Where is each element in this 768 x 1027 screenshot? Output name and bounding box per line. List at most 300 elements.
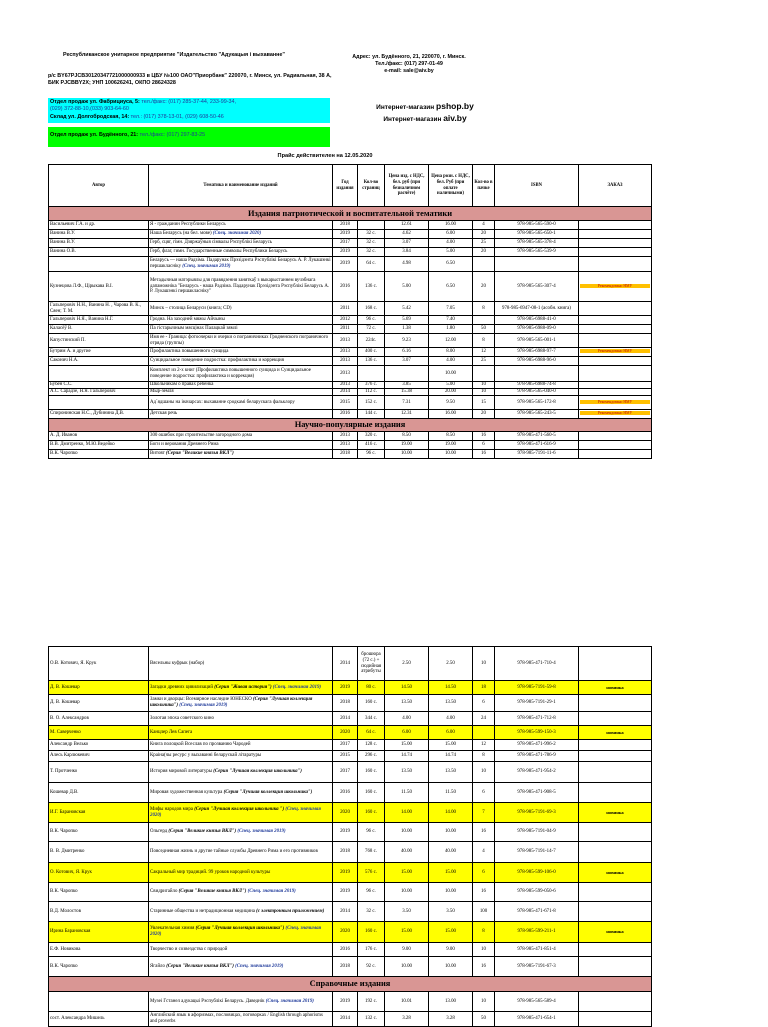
table-row (49, 922, 652, 943)
pack-cell: 10 (473, 647, 495, 681)
title-text: Детская речь (150, 411, 178, 417)
price-cash-cell: 4.00 (429, 239, 473, 248)
isbn-cell: 978-985-565-650-1 (495, 230, 579, 239)
col-pages: Кол-во страниц (358, 165, 385, 207)
pack-cell: 10 (473, 382, 495, 389)
shop-name: pshop.by (436, 101, 474, 111)
author-cell: Васильевич Г.А. и др. (49, 221, 149, 230)
pack-cell: 18 (473, 681, 495, 695)
title-text: Ольгерд (150, 829, 168, 835)
isbn-cell: 978-985-565-172-8 (495, 396, 579, 410)
isbn-cell: 978-985-565-001-1 (495, 334, 579, 348)
pages-cell: брошюра (72 с.) + сюдийная атрибуты (358, 647, 385, 681)
pages-cell: 128 с. (358, 740, 385, 751)
year-cell: 2016 (333, 943, 358, 957)
price-cash-cell: 1.80 (429, 325, 473, 334)
title-text: Витовт (150, 451, 165, 457)
shop-pshop[interactable] (360, 101, 490, 113)
price-cashless-cell: 2.50 (385, 647, 429, 681)
address-text: Адрес: ул. Будённого, 21, 220070, г. Минск. (352, 54, 466, 60)
isbn-cell: 978-985-7191-04-9 (495, 823, 579, 842)
year-cell: 2019 (333, 230, 358, 239)
title-text: Старинные общества и нетрадиционная медицина (150, 908, 255, 914)
price-cashless-cell: 6.16 (385, 348, 429, 357)
series-text: (Серия "Лучшая коллекция школьника") (213, 769, 302, 775)
isbn-cell: 978-985-471-954-2 (495, 762, 579, 783)
year-cell: 2017 (333, 239, 358, 248)
title-text: Ягайло (150, 963, 165, 969)
warehouse-phones: тел.: (017) 378-13-01, (029) 608-50-46 (130, 113, 224, 120)
isbn-cell: 978-985-565-040-0 (495, 389, 579, 396)
order-cell[interactable] (579, 695, 652, 712)
table-row (49, 992, 652, 1012)
title-cell (149, 410, 333, 419)
phone-text: Тел./факс: (017) 297-01-49 (375, 60, 443, 67)
title-text: Творчество и созвездства с природой (150, 946, 228, 952)
order-cell[interactable] (579, 712, 652, 726)
order-cell[interactable] (579, 740, 652, 751)
price-cash-cell: 16.00 (429, 410, 473, 419)
special-mark: (Спец. значимая 2019) (179, 703, 228, 708)
pages-cell: 160 с. (358, 695, 385, 712)
price-cash-cell: 14.50 (429, 681, 473, 695)
title-text: Гродна. На заходней мяжы Айчыны (150, 317, 225, 323)
title-text: Комплект из 2-х книг (Профилактика повышенного суицида и Суицидальное поведение подростка: профилактика и коррекция) (150, 367, 311, 379)
price-cashless-cell: 4.62 (385, 230, 429, 239)
table-row (49, 1012, 652, 1027)
table-row (49, 221, 652, 230)
order-cell[interactable] (579, 842, 652, 863)
title-cell (149, 751, 333, 762)
table-row (49, 883, 652, 902)
title-text: Метадычныя матэрыялы для правядзення заняткаў з выкарыстаннем вучэбнага дапаможніка "Беларусь - наша Радзіма. Падарунак Прэзідэнта Рэспублікі Беларусь А. Р. Лукашэнкі першакласніку" (150, 277, 330, 295)
table-row (49, 712, 652, 726)
title-text: Краіна(чы ресурс у выхаванні беларускай літаратуры (150, 753, 262, 759)
pages-cell: 32 с. (358, 230, 385, 239)
table-row (49, 389, 652, 396)
title-cell (149, 695, 333, 712)
order-cell[interactable] (579, 230, 652, 239)
order-cell[interactable] (579, 751, 652, 762)
pages-cell: 132 с. (358, 1012, 385, 1027)
price-cash-cell: 14.74 (429, 751, 473, 762)
order-cell[interactable] (579, 647, 652, 681)
year-cell: 2015 (333, 396, 358, 410)
price-cashless-cell: 10.01 (385, 992, 429, 1012)
pack-cell: 16 (473, 450, 495, 459)
order-cell[interactable] (579, 396, 652, 410)
isbn-cell: 978-985-471-616-9 (495, 441, 579, 450)
series-text: (Серия "Великие князья ВКЛ") (165, 451, 234, 457)
col-price-cash: Цена розн. с НДС, бел. Руб (при оплате наличными) (429, 165, 473, 207)
order-cell[interactable] (579, 783, 652, 803)
table-row (49, 432, 652, 441)
novelty-badge: новинка (606, 869, 624, 875)
table-row (49, 357, 652, 366)
author-cell: Ванина В.У. (49, 230, 149, 239)
title-cell (149, 943, 333, 957)
author-cell: Е.Ф. Новикова (49, 943, 149, 957)
year-cell: 2014 (333, 902, 358, 922)
isbn-cell (495, 366, 579, 382)
title-cell (149, 863, 333, 883)
pages-cell: 112 с. (358, 389, 385, 396)
table-row (49, 823, 652, 842)
order-cell[interactable] (579, 992, 652, 1012)
pages-cell: 32 с. (358, 248, 385, 257)
order-cell[interactable] (579, 334, 652, 348)
budennogo-dept-phone: тел./факс: (017) 297-83-25 (139, 132, 206, 138)
price-cash-cell: 40.00 (429, 842, 473, 863)
isbn-cell: 978-985-7191-59-8 (495, 681, 579, 695)
year-cell: 2020 (333, 922, 358, 943)
isbn-cell (495, 257, 579, 272)
price-cash-cell: 9.00 (429, 943, 473, 957)
warehouse-label: Склад ул. Долгобродская, 14: (50, 113, 130, 120)
price-cashless-cell: 4.00 (385, 712, 429, 726)
author-cell (49, 366, 149, 382)
title-cell (149, 230, 333, 239)
title-text: Мыр-земля (150, 389, 174, 395)
pages-cell: 64 с. (358, 726, 385, 740)
table-row (49, 248, 652, 257)
col-author: Автор (49, 165, 149, 207)
pack-cell: 12 (473, 740, 495, 751)
isbn-cell: 978-985-565-539-9 (495, 248, 579, 257)
order-cell[interactable] (579, 325, 652, 334)
author-cell: В. В. Дмитренко (49, 842, 149, 863)
isbn-cell: 978-985-471-908-5 (495, 783, 579, 803)
title-cell (149, 740, 333, 751)
table-row (49, 334, 652, 348)
order-cell[interactable] (579, 943, 652, 957)
shop-aiv[interactable] (360, 113, 490, 125)
series-text: (Серия "Лучшая коллекция школьника") (195, 926, 285, 932)
series-text: (Серия "Великие князья ВКЛ") (166, 963, 234, 969)
order-cell[interactable] (579, 957, 652, 977)
table-row (49, 382, 652, 389)
pack-cell: 4 (473, 221, 495, 230)
author-cell: сост. Александра Мишель (49, 1012, 149, 1027)
author-cell: М. Саверченко (49, 726, 149, 740)
price-cashless-cell: 15.38 (385, 389, 429, 396)
pages-cell (358, 366, 385, 382)
pages-cell: 136 с. (358, 357, 385, 366)
year-cell: 2013 (333, 348, 358, 357)
price-cashless-cell: 1.38 (385, 325, 429, 334)
pack-cell: 50 (473, 325, 495, 334)
pages-cell: 160 с. (358, 783, 385, 803)
price-cash-cell: 15.00 (429, 863, 473, 883)
price-cash-cell: 13.00 (429, 992, 473, 1012)
pages-cell: 168 с. (358, 302, 385, 316)
pages-cell: 72 с. (358, 325, 385, 334)
order-cell[interactable] (579, 803, 652, 823)
shop-prefix: Интернет-магазин (376, 104, 435, 111)
price-valid-date: Прайс действителен на 12.05.2020 (277, 153, 373, 159)
order-cell[interactable] (579, 221, 652, 230)
special-mark: (Спец. значимая 2019) (235, 963, 284, 969)
pages-cell: 96 с. (358, 823, 385, 842)
price-cash-cell: 6.00 (429, 726, 473, 740)
pages-cell: 416 с. (358, 441, 385, 450)
pack-cell: 6 (473, 695, 495, 712)
order-cell[interactable] (579, 248, 652, 257)
isbn-cell: 978-985-6988-97-7 (495, 348, 579, 357)
title-cell (149, 221, 333, 230)
order-cell[interactable] (579, 863, 652, 883)
year-cell: 2018 (333, 221, 358, 230)
author-cell: О.В. Котович, Я. Крук (49, 647, 149, 681)
pack-cell: 16 (473, 957, 495, 977)
isbn-cell: 978-985-565-590-0 (495, 221, 579, 230)
order-cell[interactable] (579, 357, 652, 366)
order-cell[interactable] (579, 272, 652, 302)
isbn-cell: 978-985-471-786-9 (495, 751, 579, 762)
title-cell (149, 1012, 333, 1027)
pack-cell: 16 (473, 432, 495, 441)
title-text: Свидригайло (150, 889, 178, 895)
price-cashless-cell: 15.00 (385, 922, 429, 943)
table-row (49, 272, 652, 302)
price-cashless-cell: 10.00 (385, 957, 429, 977)
isbn-cell: 978-985-6988-09-0 (495, 325, 579, 334)
order-cell[interactable] (579, 823, 652, 842)
year-cell: 2011 (333, 302, 358, 316)
isbn-cell: 978-985-6988-74-8 (495, 382, 579, 389)
order-cell[interactable] (579, 432, 652, 441)
pack-cell: 6 (473, 783, 495, 803)
order-cell[interactable] (579, 762, 652, 783)
order-cell[interactable] (579, 382, 652, 389)
pages-cell: 80 с. (358, 681, 385, 695)
pack-cell: 100 (473, 902, 495, 922)
author-cell: Ирина Барановская (49, 922, 149, 943)
pack-cell: 8 (473, 751, 495, 762)
table-row (49, 239, 652, 248)
pack-cell: 4 (473, 842, 495, 863)
table-row (49, 863, 652, 883)
title-cell (149, 348, 333, 357)
isbn-cell: 978-985-599-050-6 (495, 883, 579, 902)
price-cash-cell: 19.00 (429, 441, 473, 450)
year-cell: 2016 (333, 783, 358, 803)
price-cashless-cell: 3.50 (385, 902, 429, 922)
pages-cell: 192 с. (358, 992, 385, 1012)
pages-cell: 160 с. (358, 922, 385, 943)
title-text: Вясельны куфрык (набор) (150, 660, 205, 666)
price-cash-cell: 6.50 (429, 272, 473, 302)
pack-cell: 7 (473, 803, 495, 823)
title-text: Увлекательная химия (150, 926, 195, 932)
title-text: Книга полоцкой Всеслав по прозванию Чародей (150, 742, 251, 748)
price-cashless-cell: 15.00 (385, 740, 429, 751)
price-cash-cell: 12.00 (429, 334, 473, 348)
title-cell (149, 712, 333, 726)
price-cashless-cell: 40.00 (385, 842, 429, 863)
pages-cell: 152 с. (358, 396, 385, 410)
title-cell (149, 762, 333, 783)
title-cell (149, 902, 333, 922)
table-row (49, 943, 652, 957)
green-contacts-bar (48, 127, 330, 147)
price-cashless-cell: 5.42 (385, 302, 429, 316)
order-cell[interactable] (579, 389, 652, 396)
sales-dept-phones: тел./факс: (017) 285-37-44, 233-99-34, (141, 99, 236, 105)
table-row (49, 783, 652, 803)
title-cell (149, 842, 333, 863)
isbn-cell: 978-985-6947-08-1 (асобн. книга) (495, 302, 579, 316)
author-cell: Кошевар Д.В. (49, 783, 149, 803)
recommended-badge: Рекомендовано НМУ (580, 411, 650, 415)
sales-dept-phones-2: (029) 372-88-10,(033) 903-64-60 (50, 106, 129, 113)
cyan-contacts-bar (48, 98, 330, 123)
price-cashless-cell: 4.98 (385, 257, 429, 272)
title-cell (149, 726, 333, 740)
isbn-cell: 978-985-565-307-4 (495, 272, 579, 302)
price-cashless-cell: 3.07 (385, 239, 429, 248)
author-cell: А.С. Сарадзе, Н.Я. Гальперовіч (49, 389, 149, 396)
title-text: Па гістарычным мясцінах Палацкай зямлі (150, 326, 238, 332)
pack-cell: 6 (473, 441, 495, 450)
pages-cell: 160 с. (358, 762, 385, 783)
order-cell[interactable] (579, 348, 652, 357)
price-cashless-cell: 9.00 (385, 943, 429, 957)
price-cashless-cell: 19.00 (385, 441, 429, 450)
pages-cell: 96 с. (358, 450, 385, 459)
price-cash-cell: 10.00 (429, 957, 473, 977)
order-cell[interactable] (579, 410, 652, 419)
table-row (49, 740, 652, 751)
author-cell: Д. В. Кошевар (49, 681, 149, 695)
pages-cell: 136 с. (358, 272, 385, 302)
pack-cell (473, 366, 495, 382)
pack-cell: 8 (473, 922, 495, 943)
pages-cell: 32 с. (358, 902, 385, 922)
sales-dept-label: Отдел продаж ул. Фабрициуса, 5: (50, 99, 140, 105)
price-cash-cell: 3.28 (429, 1012, 473, 1027)
pack-cell: 50 (473, 1012, 495, 1027)
year-cell: 2019 (333, 863, 358, 883)
order-cell[interactable] (579, 1012, 652, 1027)
price-cash-cell: 9.50 (429, 396, 473, 410)
order-cell[interactable] (579, 883, 652, 902)
year-cell: 2014 (333, 389, 358, 396)
isbn-cell: 978-985-565-243-5 (495, 410, 579, 419)
isbn-cell: 978-985-471-710-4 (495, 647, 579, 681)
author-cell: Капустинский П. (49, 334, 149, 348)
order-cell[interactable] (579, 366, 652, 382)
isbn-cell: 978-985-471-654-1 (495, 1012, 579, 1027)
author-cell: А. Д. Иванов (49, 432, 149, 441)
pack-cell: 20 (473, 410, 495, 419)
pages-cell: 96 с. (358, 316, 385, 325)
table-row (49, 647, 652, 681)
order-cell[interactable] (579, 450, 652, 459)
title-text: Профилактика повышенного суицида (150, 349, 229, 355)
title-text: Герб, сцяг, гімн. Дзяржаўныя сімвалы Рэспублікі Беларусь (150, 240, 272, 246)
pack-cell: 25 (473, 357, 495, 366)
series-text: (Серия "Великие князья ВКЛ") (178, 889, 247, 895)
table-row (49, 316, 652, 325)
isbn-cell: 978-985-7191-69-3 (495, 803, 579, 823)
special-mark: (Спец. значимая 2019) (182, 264, 231, 269)
author-cell: Каласёў В. (49, 325, 149, 334)
company-name: Республиканское унитарное предприятие "Издательство "Адукацыя і выхаванне" (63, 52, 285, 58)
author-cell: И.Г. Барановская (49, 803, 149, 823)
price-cash-cell: 14.00 (429, 803, 473, 823)
novelty-badge: новинка (606, 809, 624, 815)
order-cell[interactable] (579, 239, 652, 248)
price-cash-cell: 8.00 (429, 348, 473, 357)
price-cashless-cell: 3.28 (385, 1012, 429, 1027)
order-cell[interactable] (579, 302, 652, 316)
col-price-cashless: Цена изд. с НДС, бел. руб (при безналичном расчёте) (385, 165, 429, 207)
pack-cell: 25 (473, 239, 495, 248)
special-mark: (Спец. значимая 2019) (237, 829, 286, 835)
author-cell (49, 992, 149, 1012)
year-cell: 2017 (333, 762, 358, 783)
title-cell (149, 450, 333, 459)
order-cell[interactable] (579, 726, 652, 740)
pack-cell: 8 (473, 302, 495, 316)
price-cashless-cell: 3.84 (385, 248, 429, 257)
isbn-cell: 978-985-565-589-4 (495, 992, 579, 1012)
price-cashless-cell: 11.50 (385, 783, 429, 803)
price-cash-cell: 15.00 (429, 740, 473, 751)
year-cell: 2017 (333, 740, 358, 751)
title-text: Загадки древних цивилизаций (150, 684, 213, 690)
title-text: Школьникам о правах ребенка (150, 382, 214, 388)
price-cashless-cell: 8.50 (385, 432, 429, 441)
recommended-badge: Рекомендовано НМУ (580, 400, 650, 404)
shop-prefix: Интернет-магазин (383, 115, 442, 123)
isbn-cell: 978-985-6988-96-0 (495, 357, 579, 366)
year-cell: 2013 (333, 382, 358, 389)
price-cash-cell: 10.00 (429, 366, 473, 382)
year-cell: 2013 (333, 334, 358, 348)
pack-cell (473, 316, 495, 325)
price-cash-cell: 7.40 (429, 316, 473, 325)
table-row (49, 302, 652, 316)
order-cell[interactable] (579, 257, 652, 272)
pack-cell: 12 (473, 348, 495, 357)
title-text: Суицидальное поведение подростка: профилактика и коррекция (150, 358, 284, 364)
order-cell[interactable] (579, 902, 652, 922)
year-cell: 2019 (333, 992, 358, 1012)
year-cell: 2018 (333, 450, 358, 459)
section-header: Научно-популярные издания (49, 419, 652, 432)
email-text: e-mail: sale@aiv.by (384, 67, 434, 74)
price-cashless-cell: 5.00 (385, 272, 429, 302)
order-cell[interactable] (579, 441, 652, 450)
order-cell[interactable] (579, 316, 652, 325)
price-cash-cell: 10.00 (429, 823, 473, 842)
price-cashless-cell (385, 366, 429, 382)
pages-cell: 576 с. (358, 863, 385, 883)
table-row (49, 396, 652, 410)
price-cashless-cell: 12.31 (385, 410, 429, 419)
price-cashless-cell: 5.69 (385, 316, 429, 325)
order-cell[interactable] (579, 922, 652, 943)
pack-cell: 15 (473, 396, 495, 410)
year-cell: 2013 (333, 441, 358, 450)
title-cell (149, 239, 333, 248)
order-cell[interactable] (579, 681, 652, 695)
author-cell: Гальперовіч Н.Я., Ванина Н.Г. (49, 316, 149, 325)
section-header: Справочные издания (49, 977, 652, 992)
year-cell: 2013 (333, 357, 358, 366)
